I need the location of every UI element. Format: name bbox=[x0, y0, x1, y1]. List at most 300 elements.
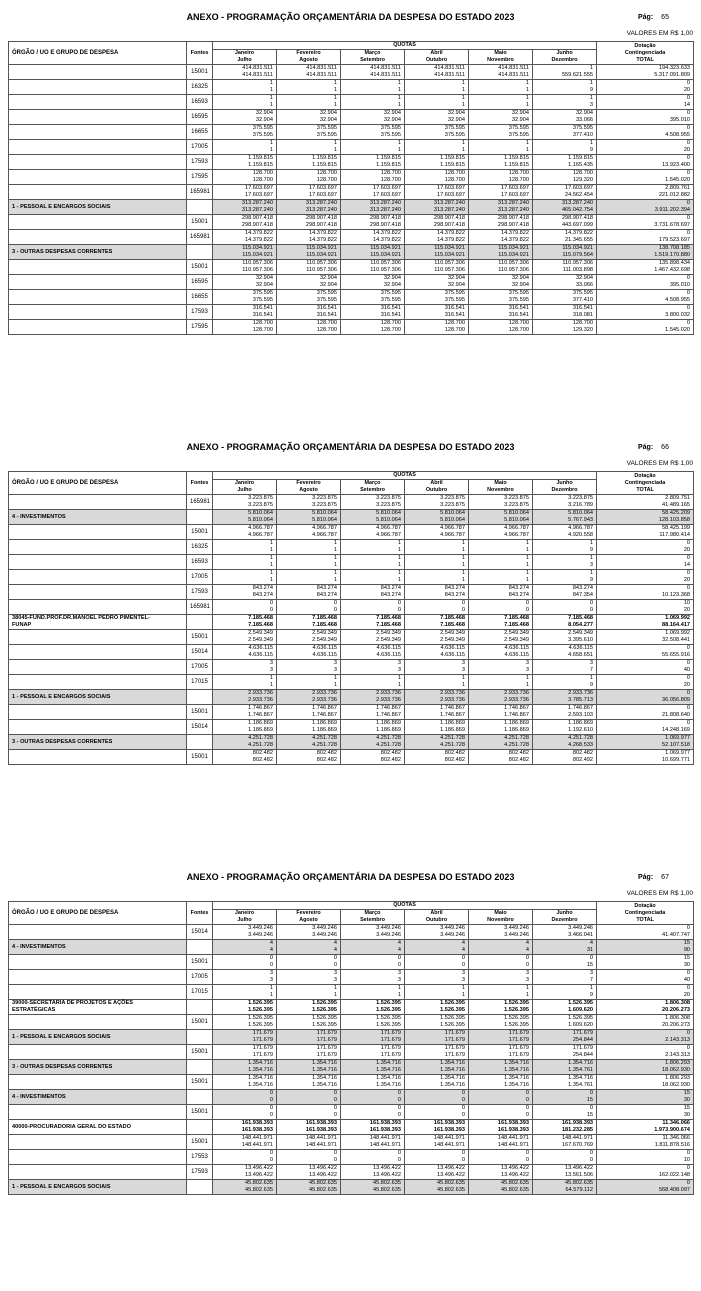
value-cell: 148.441.971 bbox=[341, 1142, 405, 1150]
value-cell: 32.904 bbox=[341, 275, 405, 283]
value-cell: 1.526.395 bbox=[405, 1015, 469, 1023]
fonte-code: 16655 bbox=[187, 290, 213, 305]
value-cell: 45.802.635 bbox=[469, 1187, 533, 1195]
value-cell: 45.802.635 bbox=[341, 1187, 405, 1195]
value-cell: 0 bbox=[597, 585, 694, 593]
value-cell: 375.595 bbox=[341, 132, 405, 140]
value-cell: 115.034.921 bbox=[277, 245, 341, 253]
value-cell: 128.700 bbox=[469, 177, 533, 185]
row-description bbox=[9, 1015, 187, 1030]
value-cell: 1.746.867 bbox=[277, 712, 341, 720]
row-description bbox=[9, 525, 187, 540]
value-cell: 14.379.822 bbox=[213, 230, 277, 238]
value-cell: 3.223.875 bbox=[469, 502, 533, 510]
value-cell: 3 bbox=[533, 660, 597, 668]
row-description bbox=[9, 675, 187, 690]
value-cell: 0 bbox=[341, 1157, 405, 1165]
row-description: 40000-PROCURADORIA GERAL DO ESTADO bbox=[9, 1120, 187, 1135]
page-label: Pág: bbox=[638, 14, 654, 21]
value-cell: 0 bbox=[597, 690, 694, 698]
value-cell: 375.595 bbox=[213, 125, 277, 133]
value-cell: 2.809.751 bbox=[597, 495, 694, 503]
value-cell: 4 bbox=[405, 947, 469, 955]
value-cell: 3 bbox=[533, 102, 597, 110]
value-cell: 3.800.032 bbox=[597, 312, 694, 320]
value-cell: 375.595 bbox=[213, 132, 277, 140]
value-cell: 0 bbox=[405, 1150, 469, 1158]
currency-note: VALORES EM R$ 1,00 bbox=[626, 890, 693, 897]
budget-table bbox=[8, 901, 694, 1195]
value-cell: 0 bbox=[597, 290, 694, 298]
value-cell: 1 bbox=[341, 140, 405, 148]
value-cell: 128.103.858 bbox=[597, 517, 694, 525]
value-cell: 171.679 bbox=[213, 1037, 277, 1045]
value-cell: 32.904 bbox=[469, 110, 533, 118]
value-cell: 0 bbox=[213, 1157, 277, 1165]
value-cell: 110.957.306 bbox=[533, 260, 597, 268]
value-cell: 3.223.875 bbox=[213, 502, 277, 510]
value-cell: 1.159.815 bbox=[405, 155, 469, 163]
value-cell: 9 bbox=[533, 682, 597, 690]
value-cell: 32.904 bbox=[533, 110, 597, 118]
value-cell: 0 bbox=[469, 1112, 533, 1120]
fonte-code: 15001 bbox=[187, 65, 213, 80]
value-cell: 2.549.349 bbox=[341, 637, 405, 645]
value-cell: 17.603.697 bbox=[341, 185, 405, 193]
fonte-code: 15001 bbox=[187, 1135, 213, 1150]
value-cell: 298.907.418 bbox=[469, 222, 533, 230]
value-cell: 1 bbox=[469, 140, 533, 148]
value-cell: 14.379.822 bbox=[213, 237, 277, 245]
page-title: ANEXO - PROGRAMAÇÃO ORÇAMENTÁRIA DA DESPESA DO ESTADO 2023 bbox=[186, 872, 515, 882]
value-cell: 843.274 bbox=[405, 592, 469, 600]
row-description: 1 - PESSOAL E ENCARGOS SOCIAIS bbox=[9, 1180, 187, 1195]
value-cell: 15 bbox=[597, 1090, 694, 1098]
value-cell: 1.354.716 bbox=[277, 1060, 341, 1068]
value-cell: 1 bbox=[341, 540, 405, 548]
value-cell: 1.186.869 bbox=[277, 720, 341, 728]
value-cell: 375.595 bbox=[341, 297, 405, 305]
value-cell: 20 bbox=[597, 992, 694, 1000]
value-cell: 0 bbox=[597, 125, 694, 133]
value-cell: 14 bbox=[597, 562, 694, 570]
value-cell: 1.159.815 bbox=[533, 155, 597, 163]
value-cell: 111.003.898 bbox=[533, 267, 597, 275]
value-cell: 7.185.468 bbox=[469, 615, 533, 623]
value-cell: 298.907.418 bbox=[469, 215, 533, 223]
value-cell: 1 bbox=[469, 682, 533, 690]
value-cell: 4.636.115 bbox=[405, 652, 469, 660]
value-cell: 1 bbox=[469, 675, 533, 683]
value-cell: 0 bbox=[213, 1090, 277, 1098]
header-dotacao: Dotação Contingenciada TOTAL bbox=[597, 472, 694, 495]
value-cell: 4 bbox=[213, 940, 277, 948]
row-description bbox=[9, 1165, 187, 1180]
value-cell: 843.274 bbox=[341, 585, 405, 593]
value-cell: 1.354.716 bbox=[341, 1060, 405, 1068]
value-cell: 171.679 bbox=[533, 1045, 597, 1053]
value-cell: 161.938.393 bbox=[405, 1120, 469, 1128]
value-cell: 414.831.511 bbox=[213, 72, 277, 80]
value-cell: 171.679 bbox=[277, 1052, 341, 1060]
value-cell: 3.223.875 bbox=[341, 495, 405, 503]
row-description bbox=[9, 955, 187, 970]
value-cell: 2.549.349 bbox=[533, 630, 597, 638]
value-cell: 55.655.916 bbox=[597, 652, 694, 660]
value-cell: 313.287.240 bbox=[277, 207, 341, 215]
value-cell: 1.526.395 bbox=[341, 1007, 405, 1015]
value-cell: 1 bbox=[405, 985, 469, 993]
value-cell: 1 bbox=[533, 675, 597, 683]
value-cell: 128.700 bbox=[533, 320, 597, 328]
fonte-code bbox=[187, 510, 213, 525]
header-month: Junho Dezembro bbox=[533, 50, 597, 65]
value-cell: 298.907.418 bbox=[405, 215, 469, 223]
value-cell: 1.526.395 bbox=[405, 1022, 469, 1030]
fonte-code bbox=[187, 690, 213, 705]
value-cell: 802.482 bbox=[213, 757, 277, 765]
value-cell: 1 bbox=[405, 80, 469, 88]
value-cell: 377.410 bbox=[533, 297, 597, 305]
value-cell: 395.010 bbox=[597, 282, 694, 290]
value-cell: 375.595 bbox=[469, 297, 533, 305]
value-cell: 1.806.308 bbox=[597, 1000, 694, 1008]
value-cell: 4.268.533 bbox=[533, 742, 597, 750]
value-cell: 4.966.787 bbox=[341, 525, 405, 533]
value-cell: 1.159.815 bbox=[213, 155, 277, 163]
value-cell: 2.549.349 bbox=[277, 630, 341, 638]
value-cell: 32.904 bbox=[277, 282, 341, 290]
value-cell: 3 bbox=[405, 660, 469, 668]
page-label: Pág: bbox=[638, 874, 654, 881]
value-cell: 5.810.064 bbox=[405, 510, 469, 518]
value-cell: 0 bbox=[597, 660, 694, 668]
value-cell: 58.425.209 bbox=[597, 510, 694, 518]
value-cell: 7.185.468 bbox=[405, 622, 469, 630]
value-cell: 414.831.511 bbox=[405, 72, 469, 80]
page-number bbox=[638, 444, 669, 451]
value-cell: 171.679 bbox=[469, 1037, 533, 1045]
value-cell: 171.679 bbox=[469, 1052, 533, 1060]
value-cell: 161.938.393 bbox=[213, 1127, 277, 1135]
value-cell: 4.251.728 bbox=[341, 735, 405, 743]
fonte-code: 17005 bbox=[187, 970, 213, 985]
value-cell: 0 bbox=[469, 1105, 533, 1113]
value-cell: 161.938.393 bbox=[405, 1127, 469, 1135]
value-cell: 14.379.822 bbox=[405, 230, 469, 238]
row-description bbox=[9, 275, 187, 290]
row-description bbox=[9, 1150, 187, 1165]
value-cell: 3.223.875 bbox=[277, 502, 341, 510]
value-cell: 14 bbox=[597, 102, 694, 110]
fonte-row bbox=[9, 155, 694, 163]
value-cell: 15 bbox=[533, 1112, 597, 1120]
value-cell: 7 bbox=[533, 667, 597, 675]
value-cell: 1 bbox=[405, 992, 469, 1000]
value-cell: 0 bbox=[405, 607, 469, 615]
value-cell: 1.746.867 bbox=[469, 712, 533, 720]
value-cell: 1 bbox=[405, 102, 469, 110]
fonte-row bbox=[9, 675, 694, 683]
value-cell: 171.679 bbox=[341, 1045, 405, 1053]
value-cell: 4.636.115 bbox=[405, 645, 469, 653]
value-cell: 4.636.115 bbox=[341, 652, 405, 660]
value-cell: 2.933.736 bbox=[469, 697, 533, 705]
fonte-row bbox=[9, 1045, 694, 1053]
value-cell: 0 bbox=[277, 1157, 341, 1165]
value-cell: 4.251.728 bbox=[405, 735, 469, 743]
value-cell: 802.482 bbox=[469, 750, 533, 758]
value-cell: 1 bbox=[277, 87, 341, 95]
value-cell: 1 bbox=[405, 87, 469, 95]
value-cell: 313.287.240 bbox=[341, 200, 405, 208]
value-cell: 1.609.620 bbox=[533, 1022, 597, 1030]
value-cell: 0 bbox=[533, 1157, 597, 1165]
value-cell: 843.274 bbox=[341, 592, 405, 600]
value-cell: 316.541 bbox=[469, 312, 533, 320]
value-cell: 1 bbox=[469, 102, 533, 110]
value-cell: 0 bbox=[597, 95, 694, 103]
value-cell: 1.354.716 bbox=[277, 1075, 341, 1083]
value-cell: 128.700 bbox=[469, 170, 533, 178]
value-cell: 414.831.511 bbox=[277, 72, 341, 80]
value-cell: 465.042.754 bbox=[533, 207, 597, 215]
fonte-row bbox=[9, 985, 694, 993]
value-cell: 128.700 bbox=[341, 177, 405, 185]
value-cell: 313.287.240 bbox=[213, 207, 277, 215]
value-cell: 45.802.635 bbox=[533, 1180, 597, 1188]
value-cell: 3 bbox=[277, 970, 341, 978]
value-cell: 316.541 bbox=[405, 305, 469, 313]
fonte-row bbox=[9, 660, 694, 668]
value-cell: 298.907.418 bbox=[277, 215, 341, 223]
value-cell: 11.346.066 bbox=[597, 1135, 694, 1143]
fonte-code: 15001 bbox=[187, 705, 213, 720]
value-cell: 10.699.771 bbox=[597, 757, 694, 765]
value-cell: 1 bbox=[213, 985, 277, 993]
value-cell: 318.081 bbox=[533, 312, 597, 320]
fonte-code bbox=[187, 1180, 213, 1195]
value-cell: 32.904 bbox=[213, 110, 277, 118]
value-cell: 1.159.815 bbox=[277, 162, 341, 170]
fonte-row bbox=[9, 1165, 694, 1173]
header-month: Abril Outubro bbox=[405, 50, 469, 65]
value-cell: 7.185.468 bbox=[469, 622, 533, 630]
value-cell: 1 bbox=[405, 540, 469, 548]
fonte-code: 165981 bbox=[187, 185, 213, 200]
value-cell: 17.603.697 bbox=[341, 192, 405, 200]
header-fontes: Fontes bbox=[187, 472, 213, 495]
value-cell: 18.062.930 bbox=[597, 1082, 694, 1090]
fonte-code: 16595 bbox=[187, 110, 213, 125]
value-cell: 3.449.246 bbox=[533, 925, 597, 933]
value-cell: 171.679 bbox=[277, 1030, 341, 1038]
value-cell: 171.679 bbox=[405, 1037, 469, 1045]
value-cell: 2.143.313 bbox=[597, 1052, 694, 1060]
value-cell: 1.526.395 bbox=[405, 1000, 469, 1008]
value-cell: 171.679 bbox=[341, 1037, 405, 1045]
value-cell: 843.274 bbox=[533, 585, 597, 593]
value-cell: 1 bbox=[405, 577, 469, 585]
value-cell: 128.700 bbox=[341, 327, 405, 335]
header-month: Maio Novembro bbox=[469, 480, 533, 495]
value-cell: 1.526.395 bbox=[213, 1007, 277, 1015]
value-cell: 3.449.246 bbox=[341, 925, 405, 933]
fonte-code: 15001 bbox=[187, 1015, 213, 1030]
header-month: Fevereiro Agosto bbox=[277, 50, 341, 65]
page-title: ANEXO - PROGRAMAÇÃO ORÇAMENTÁRIA DA DESPESA DO ESTADO 2023 bbox=[186, 442, 515, 452]
value-cell: 3.395.610 bbox=[533, 637, 597, 645]
value-cell: 162.022.148 bbox=[597, 1172, 694, 1180]
value-cell: 1 bbox=[277, 95, 341, 103]
value-cell: 1 bbox=[213, 87, 277, 95]
value-cell: 3 bbox=[405, 667, 469, 675]
value-cell: 20.206.273 bbox=[597, 1007, 694, 1015]
value-cell: 4.636.115 bbox=[277, 652, 341, 660]
value-cell: 1 bbox=[277, 577, 341, 585]
value-cell: 9 bbox=[533, 87, 597, 95]
value-cell: 3.449.246 bbox=[405, 932, 469, 940]
header-month: Fevereiro Agosto bbox=[277, 480, 341, 495]
value-cell: 128.700 bbox=[469, 320, 533, 328]
value-cell: 2.933.736 bbox=[341, 690, 405, 698]
header-quotas: QUOTAS bbox=[213, 902, 597, 910]
value-cell: 128.700 bbox=[405, 177, 469, 185]
value-cell: 1.159.815 bbox=[469, 155, 533, 163]
value-cell: 148.441.971 bbox=[405, 1142, 469, 1150]
value-cell: 2.143.313 bbox=[597, 1037, 694, 1045]
value-cell: 1.806.308 bbox=[597, 1015, 694, 1023]
value-cell: 1.526.395 bbox=[277, 1015, 341, 1023]
row-description bbox=[9, 140, 187, 155]
group-row bbox=[9, 510, 694, 518]
value-cell: 1.545.020 bbox=[597, 177, 694, 185]
value-cell: 4 bbox=[405, 940, 469, 948]
value-cell: 0 bbox=[597, 275, 694, 283]
value-cell: 843.274 bbox=[213, 592, 277, 600]
value-cell: 0 bbox=[213, 962, 277, 970]
value-cell: 1 bbox=[341, 547, 405, 555]
value-cell: 0 bbox=[277, 600, 341, 608]
fonte-code: 17005 bbox=[187, 660, 213, 675]
value-cell: 13.496.422 bbox=[405, 1165, 469, 1173]
fonte-code: 17593 bbox=[187, 585, 213, 600]
value-cell: 375.595 bbox=[405, 290, 469, 298]
fonte-row bbox=[9, 215, 694, 223]
value-cell: 316.541 bbox=[213, 312, 277, 320]
fonte-code: 165981 bbox=[187, 600, 213, 615]
value-cell: 3 bbox=[213, 660, 277, 668]
value-cell: 802.482 bbox=[405, 757, 469, 765]
value-cell: 4.966.787 bbox=[469, 525, 533, 533]
value-cell: 1.746.867 bbox=[405, 705, 469, 713]
value-cell: 1 bbox=[469, 540, 533, 548]
header-quotas: QUOTAS bbox=[213, 42, 597, 50]
value-cell: 1 bbox=[213, 562, 277, 570]
value-cell: 4.636.115 bbox=[213, 645, 277, 653]
page-number-value: 66 bbox=[661, 444, 669, 451]
value-cell: 316.541 bbox=[533, 305, 597, 313]
value-cell: 2.549.349 bbox=[213, 630, 277, 638]
value-cell: 3.449.246 bbox=[213, 932, 277, 940]
value-cell: 1 bbox=[213, 682, 277, 690]
fonte-code: 15001 bbox=[187, 750, 213, 765]
value-cell: 0 bbox=[341, 955, 405, 963]
value-cell: 1 bbox=[277, 80, 341, 88]
value-cell: 1 bbox=[533, 555, 597, 563]
value-cell: 3.223.875 bbox=[277, 495, 341, 503]
header-org: ÓRGÃO / UO E GRUPO DE DESPESA bbox=[9, 472, 187, 495]
row-description: 4 - INVESTIMENTOS bbox=[9, 940, 187, 955]
fonte-code bbox=[187, 940, 213, 955]
value-cell: 1.186.869 bbox=[469, 720, 533, 728]
row-description bbox=[9, 260, 187, 275]
header-month: Junho Dezembro bbox=[533, 910, 597, 925]
value-cell: 3 bbox=[341, 977, 405, 985]
value-cell: 802.482 bbox=[341, 750, 405, 758]
value-cell: 17.603.697 bbox=[533, 185, 597, 193]
value-cell: 32.904 bbox=[341, 282, 405, 290]
value-cell: 4 bbox=[469, 947, 533, 955]
value-cell: 0 bbox=[469, 1090, 533, 1098]
value-cell: 1 bbox=[533, 140, 597, 148]
value-cell: 24.562.454 bbox=[533, 192, 597, 200]
header-month: Janeiro Julho bbox=[213, 50, 277, 65]
value-cell: 0 bbox=[533, 1090, 597, 1098]
budget-table bbox=[8, 471, 694, 765]
value-cell: 1 bbox=[277, 102, 341, 110]
value-cell: 1 bbox=[405, 562, 469, 570]
value-cell: 1 bbox=[341, 562, 405, 570]
value-cell: 1 bbox=[341, 570, 405, 578]
value-cell: 1 bbox=[469, 147, 533, 155]
group-row bbox=[9, 690, 694, 698]
value-cell: 5.810.064 bbox=[469, 510, 533, 518]
fonte-code: 17015 bbox=[187, 985, 213, 1000]
row-description: 3 - OUTRAS DESPESAS CORRENTES bbox=[9, 245, 187, 260]
fonte-code bbox=[187, 1120, 213, 1135]
value-cell: 148.441.971 bbox=[469, 1142, 533, 1150]
fonte-code: 16325 bbox=[187, 80, 213, 95]
value-cell: 1.354.716 bbox=[469, 1082, 533, 1090]
value-cell: 41.407.747 bbox=[597, 932, 694, 940]
fonte-code: 15001 bbox=[187, 525, 213, 540]
fonte-code: 17015 bbox=[187, 675, 213, 690]
value-cell: 128.700 bbox=[213, 170, 277, 178]
value-cell: 4 bbox=[341, 940, 405, 948]
fonte-code: 15001 bbox=[187, 260, 213, 275]
fonte-row bbox=[9, 705, 694, 713]
value-cell: 3.449.246 bbox=[213, 925, 277, 933]
fonte-code bbox=[187, 1000, 213, 1015]
value-cell: 1 bbox=[213, 570, 277, 578]
fonte-row bbox=[9, 110, 694, 118]
fonte-row bbox=[9, 1135, 694, 1143]
value-cell: 171.679 bbox=[341, 1052, 405, 1060]
value-cell: 1.186.869 bbox=[341, 727, 405, 735]
value-cell: 4.636.115 bbox=[533, 645, 597, 653]
value-cell: 9 bbox=[533, 547, 597, 555]
row-description bbox=[9, 970, 187, 985]
value-cell: 1 bbox=[405, 570, 469, 578]
value-cell: 161.938.393 bbox=[277, 1127, 341, 1135]
value-cell: 313.287.240 bbox=[341, 207, 405, 215]
value-cell: 161.938.393 bbox=[341, 1127, 405, 1135]
value-cell: 3 bbox=[277, 977, 341, 985]
value-cell: 843.274 bbox=[405, 585, 469, 593]
row-description bbox=[9, 170, 187, 185]
value-cell: 375.595 bbox=[405, 297, 469, 305]
